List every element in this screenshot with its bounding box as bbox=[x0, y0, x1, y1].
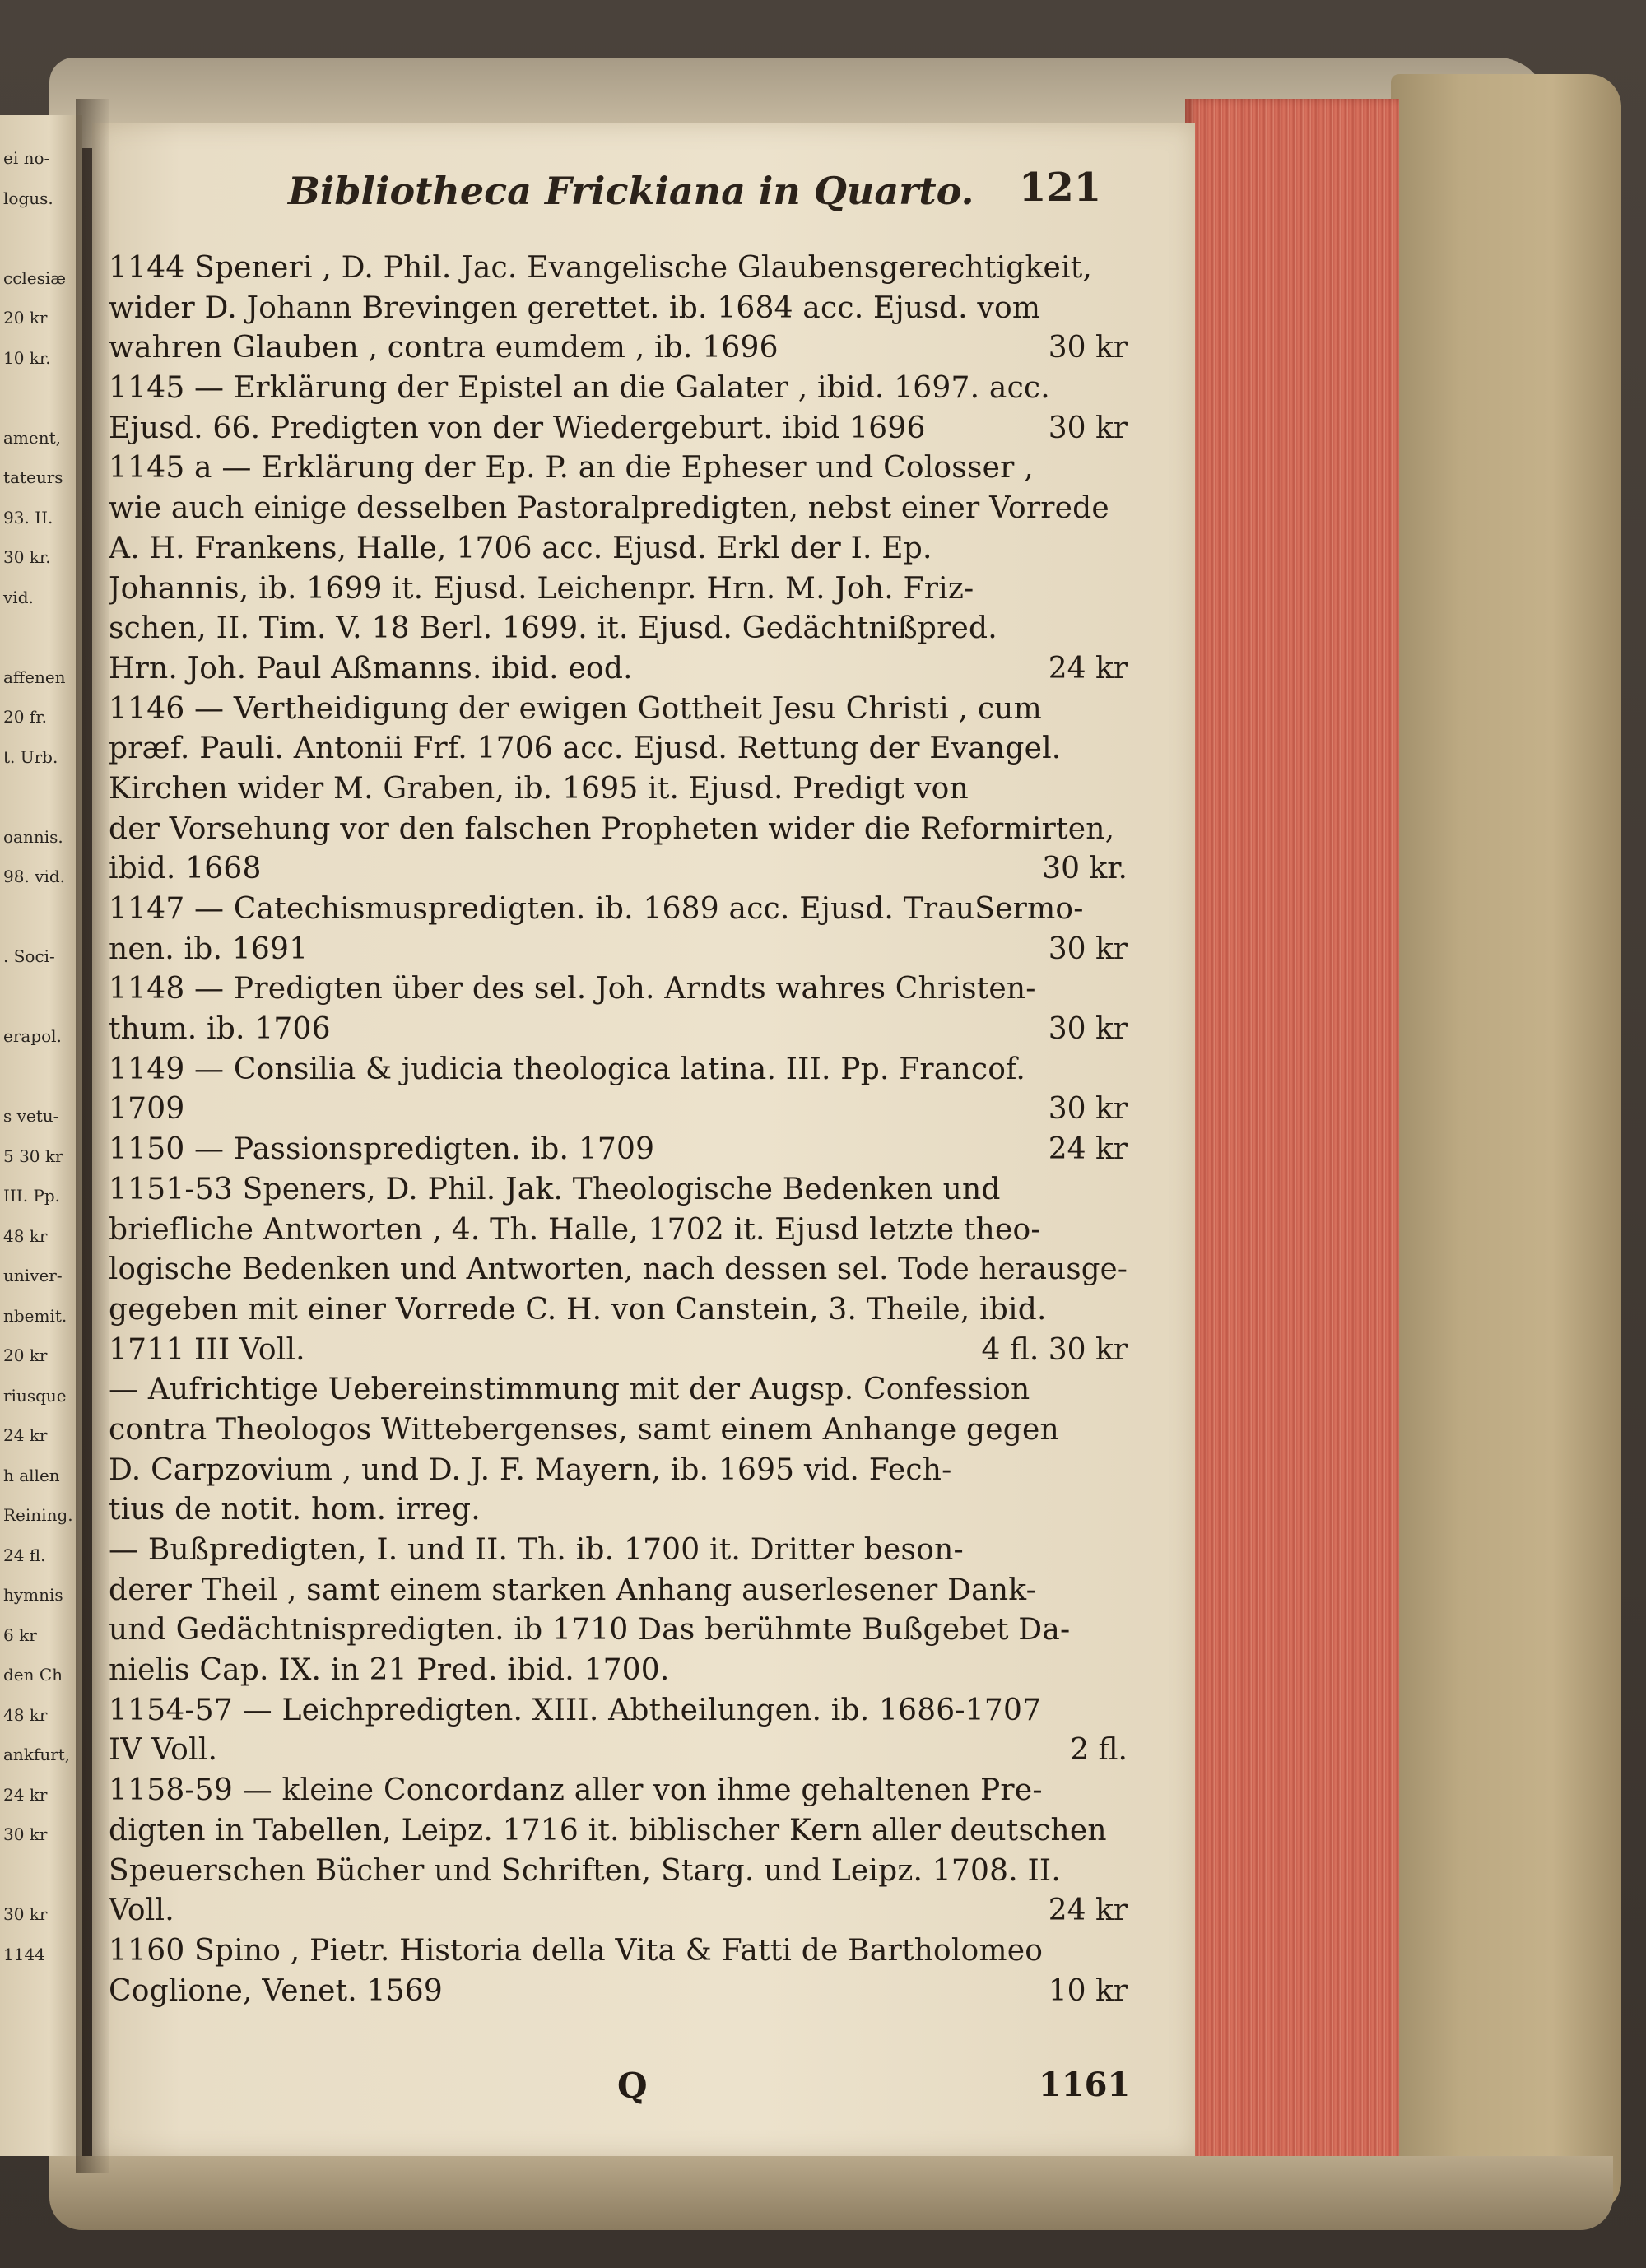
left-page-fragment: 20 kr bbox=[3, 1345, 48, 1365]
line-text: der Vorsehung vor den falschen Propheten wider die Reformirten, bbox=[109, 811, 1115, 846]
left-page-fragment: 24 kr bbox=[3, 1784, 48, 1805]
left-page-fragment: 24 kr bbox=[3, 1425, 48, 1445]
catalogue-line bbox=[109, 649, 1128, 690]
line-text: 1148 — Predigten über des sel. Joh. Arndts wahres Christen- bbox=[109, 972, 1036, 1006]
left-page-fragment: 6 kr bbox=[3, 1624, 37, 1645]
left-page-fragment: univer- bbox=[3, 1266, 63, 1285]
line-text: gegeben mit einer Vorrede C. H. von Canstein, 3. Theile, ibid. bbox=[109, 1292, 1047, 1327]
left-page-fragment: III. Pp. bbox=[3, 1186, 61, 1206]
catalogue-line bbox=[109, 930, 1128, 970]
catalogue-line bbox=[109, 1891, 1128, 1931]
line-text: wie auch einige desselben Pastoralpredigten, nebst einer Vorrede bbox=[109, 491, 1109, 526]
line-text: wahren Glauben , contra eumdem , ib. 1696 bbox=[109, 331, 779, 365]
line-price: 30 kr bbox=[1048, 1092, 1128, 1127]
line-text: wider D. Johann Brevingen gerettet. ib. 1684 acc. Ejusd. vom bbox=[109, 290, 1041, 325]
catalogue-line bbox=[109, 249, 1128, 289]
line-text: briefliche Antworten , 4. Th. Halle, 1702 it. Ejusd letzte theo- bbox=[109, 1212, 1041, 1247]
line-text: Johannis, ib. 1699 it. Ejusd. Leichenpr. Hrn. M. Joh. Friz- bbox=[109, 571, 974, 606]
line-text: 1145 — Erklärung der Epistel an die Galater , ibid. 1697. acc. bbox=[109, 371, 1050, 406]
line-text: Hrn. Joh. Paul Aßmanns. ibid. eod. bbox=[109, 651, 633, 686]
line-text: 1144 Speneri , D. Phil. Jac. Evangelische Glaubensgerechtigkeit, bbox=[109, 251, 1093, 285]
catalogue-line bbox=[109, 769, 1128, 810]
catalogue-line bbox=[109, 569, 1128, 610]
signature-mark: Q bbox=[617, 2066, 648, 2106]
left-page-fragment: h allen bbox=[3, 1465, 60, 1485]
catalogue-line bbox=[109, 369, 1128, 409]
catalogue-line bbox=[109, 690, 1128, 730]
catalogue-line bbox=[109, 489, 1128, 529]
book-cover-bottom bbox=[49, 2156, 1613, 2230]
left-page-fragment: 20 fr. bbox=[3, 707, 47, 727]
line-text: IV Voll. bbox=[109, 1733, 218, 1768]
line-text: Coglione, Venet. 1569 bbox=[109, 1973, 444, 2008]
catalogue-line bbox=[109, 810, 1128, 850]
catalogue-line bbox=[109, 1852, 1128, 1892]
line-price: 30 kr. bbox=[1042, 852, 1128, 886]
left-page-fragment: Reining. bbox=[3, 1505, 73, 1525]
line-text: 1709 bbox=[109, 1092, 185, 1127]
left-page-fragment: 93. II. bbox=[3, 507, 53, 527]
line-price: 30 kr bbox=[1048, 1012, 1128, 1047]
catalogue-entries bbox=[109, 249, 1128, 2011]
catalogue-line bbox=[109, 529, 1128, 569]
line-text: 1150 — Passionspredigten. ib. 1709 bbox=[109, 1132, 655, 1167]
left-page-fragment: t. Urb. bbox=[3, 746, 58, 767]
left-page-fragment: ankfurt, bbox=[3, 1745, 71, 1764]
catalogue-line bbox=[109, 448, 1128, 489]
catalogue-line bbox=[109, 849, 1128, 890]
left-page-fragment: 24 fl. bbox=[3, 1545, 46, 1565]
left-page-fragment: 48 kr bbox=[3, 1225, 48, 1246]
line-text: logische Bedenken und Antworten, nach dessen sel. Tode herausge- bbox=[109, 1253, 1128, 1287]
catalogue-line bbox=[109, 1451, 1128, 1491]
line-text: præf. Pauli. Antonii Frf. 1706 acc. Ejusd. Rettung der Evangel. bbox=[109, 732, 1062, 766]
left-page-fragment: tateurs bbox=[3, 467, 63, 487]
catalogue-line bbox=[109, 609, 1128, 649]
catalogue-line bbox=[109, 1931, 1128, 1972]
left-page-fragment: . Soci- bbox=[3, 946, 55, 966]
catalogue-line bbox=[109, 328, 1128, 369]
line-price: 2 fl. bbox=[1070, 1733, 1128, 1768]
left-page-fragment: 20 kr bbox=[3, 308, 48, 328]
catalogue-line bbox=[109, 1610, 1128, 1651]
catalogue-line bbox=[109, 1050, 1128, 1090]
left-page-fragment: erapol. bbox=[3, 1026, 62, 1046]
line-text: 1151-53 Speners, D. Phil. Jak. Theologische Bedenken und bbox=[109, 1172, 1001, 1206]
line-text: Voll. bbox=[109, 1894, 174, 1928]
line-price: 30 kr bbox=[1048, 331, 1128, 365]
catalogue-line bbox=[109, 1290, 1128, 1331]
line-price: 30 kr bbox=[1048, 932, 1128, 966]
line-price: 4 fl. 30 kr bbox=[981, 1332, 1128, 1367]
catalogue-line bbox=[109, 729, 1128, 769]
left-page-fragment: 10 kr. bbox=[3, 347, 51, 368]
catalogue-line bbox=[109, 1651, 1128, 1691]
left-facing-page bbox=[0, 115, 82, 2156]
line-text: Kirchen wider M. Graben, ib. 1695 it. Ejusd. Predigt von bbox=[109, 771, 969, 806]
line-text: Speuerschen Bücher und Schriften, Starg. und Leipz. 1708. II. bbox=[109, 1853, 1061, 1888]
line-text: ibid. 1668 bbox=[109, 852, 262, 886]
line-text: 1154-57 — Leichpredigten. XIII. Abtheilungen. ib. 1686-1707 bbox=[109, 1693, 1042, 1727]
line-text: 1147 — Catechismuspredigten. ib. 1689 acc. Ejusd. TrauSermo- bbox=[109, 892, 1084, 926]
catalogue-line bbox=[109, 1370, 1128, 1411]
catalogue-line bbox=[109, 969, 1128, 1010]
left-page-fragment: ament, bbox=[3, 427, 61, 448]
left-page-fragment: oannis. bbox=[3, 826, 63, 847]
catalogue-line bbox=[109, 1090, 1128, 1130]
left-page-fragment: 5 30 kr bbox=[3, 1146, 63, 1166]
catalogue-line bbox=[109, 1490, 1128, 1531]
catalogue-line bbox=[109, 1811, 1128, 1852]
line-text: 1158-59 — kleine Concordanz aller von ihme gehaltenen Pre- bbox=[109, 1773, 1043, 1808]
left-page-fragment: hymnis bbox=[3, 1585, 63, 1605]
line-text: tius de notit. hom. irreg. bbox=[109, 1493, 481, 1527]
line-price: 24 kr bbox=[1048, 1894, 1128, 1928]
book-board bbox=[1391, 74, 1621, 2214]
left-page-fragment: 30 kr bbox=[3, 1824, 48, 1844]
catalogue-line bbox=[109, 1331, 1128, 1371]
line-price: 24 kr bbox=[1048, 1132, 1128, 1167]
catalogue-line bbox=[109, 289, 1128, 329]
line-price: 24 kr bbox=[1048, 651, 1128, 686]
line-text: schen, II. Tim. V. 18 Berl. 1699. it. Ejusd. Gedächtnißpred. bbox=[109, 611, 997, 646]
left-page-fragment: vid. bbox=[3, 587, 34, 607]
catalogue-line bbox=[109, 890, 1128, 930]
left-page-fragment: 48 kr bbox=[3, 1704, 48, 1725]
catalogue-line bbox=[109, 1972, 1128, 2012]
catalogue-line bbox=[109, 1691, 1128, 1731]
catalogue-line bbox=[109, 1411, 1128, 1451]
page-number: 121 bbox=[1019, 165, 1102, 211]
gutter-shadow bbox=[76, 99, 109, 2173]
left-page-fragment: 98. vid. bbox=[3, 867, 66, 886]
line-text: nielis Cap. IX. in 21 Pred. ibid. 1700. bbox=[109, 1653, 670, 1688]
catalogue-line bbox=[109, 409, 1128, 449]
left-page-fragment: riusque bbox=[3, 1385, 67, 1406]
catalogue-line bbox=[109, 1771, 1128, 1811]
catalogue-line bbox=[109, 1731, 1128, 1771]
left-page-fragment: 30 kr bbox=[3, 1904, 48, 1924]
line-text: D. Carpzovium , und D. J. F. Mayern, ib. 1695 vid. Fech- bbox=[109, 1452, 952, 1487]
line-text: digten in Tabellen, Leipz. 1716 it. biblischer Kern aller deutschen bbox=[109, 1813, 1107, 1847]
red-fore-edge bbox=[1185, 99, 1399, 2173]
catalogue-line bbox=[109, 1130, 1128, 1170]
line-price: 30 kr bbox=[1048, 411, 1128, 445]
left-page-fragment: 30 kr. bbox=[3, 547, 51, 567]
line-text: 1146 — Vertheidigung der ewigen Gottheit Jesu Christi , cum bbox=[109, 691, 1042, 726]
catchword: 1161 bbox=[1039, 2066, 1131, 2104]
catalogue-line bbox=[109, 1211, 1128, 1251]
line-text: contra Theologos Wittebergenses, samt einem Anhange gegen bbox=[109, 1412, 1059, 1447]
left-page-fragment: affenen bbox=[3, 667, 66, 687]
left-page-fragment: nbemit. bbox=[3, 1305, 67, 1326]
catalogue-line bbox=[109, 1250, 1128, 1290]
line-text: derer Theil , samt einem starken Anhang auserlesener Dank- bbox=[109, 1573, 1036, 1607]
left-page-fragment: logus. bbox=[3, 188, 53, 208]
line-text: 1160 Spino , Pietr. Historia della Vita & Fatti de Bartholomeo bbox=[109, 1933, 1044, 1968]
line-text: 1711 III Voll. bbox=[109, 1332, 305, 1367]
catalogue-line bbox=[109, 1571, 1128, 1611]
left-page-fragment: den Ch bbox=[3, 1665, 63, 1685]
line-text: nen. ib. 1691 bbox=[109, 932, 309, 966]
line-text: und Gedächtnispredigten. ib 1710 Das berühmte Bußgebet Da- bbox=[109, 1613, 1071, 1648]
line-text: — Aufrichtige Uebereinstimmung mit der Augsp. Confession bbox=[109, 1373, 1030, 1407]
line-text: — Bußpredigten, I. und II. Th. ib. 1700 it. Dritter beson- bbox=[109, 1533, 964, 1567]
left-page-fragment: 1144 bbox=[3, 1944, 45, 1964]
line-text: A. H. Frankens, Halle, 1706 acc. Ejusd. Erkl der I. Ep. bbox=[109, 531, 932, 565]
line-text: 1145 a — Erklärung der Ep. P. an die Epheser und Colosser , bbox=[109, 451, 1034, 486]
running-title: Bibliotheca Frickiana in Quarto. bbox=[288, 169, 974, 213]
line-text: thum. ib. 1706 bbox=[109, 1012, 331, 1047]
catalogue-line bbox=[109, 1010, 1128, 1050]
left-page-fragment: ei no- bbox=[3, 148, 50, 168]
left-page-fragment: s vetu- bbox=[3, 1106, 59, 1126]
line-price: 10 kr bbox=[1048, 1973, 1128, 2008]
catalogue-line bbox=[109, 1531, 1128, 1571]
left-page-fragment: cclesiæ bbox=[3, 267, 67, 288]
catalogue-line bbox=[109, 1170, 1128, 1211]
line-text: 1149 — Consilia & judicia theologica latina. III. Pp. Francof. bbox=[109, 1052, 1026, 1086]
line-text: Ejusd. 66. Predigten von der Wiedergeburt. ibid 1696 bbox=[109, 411, 926, 445]
